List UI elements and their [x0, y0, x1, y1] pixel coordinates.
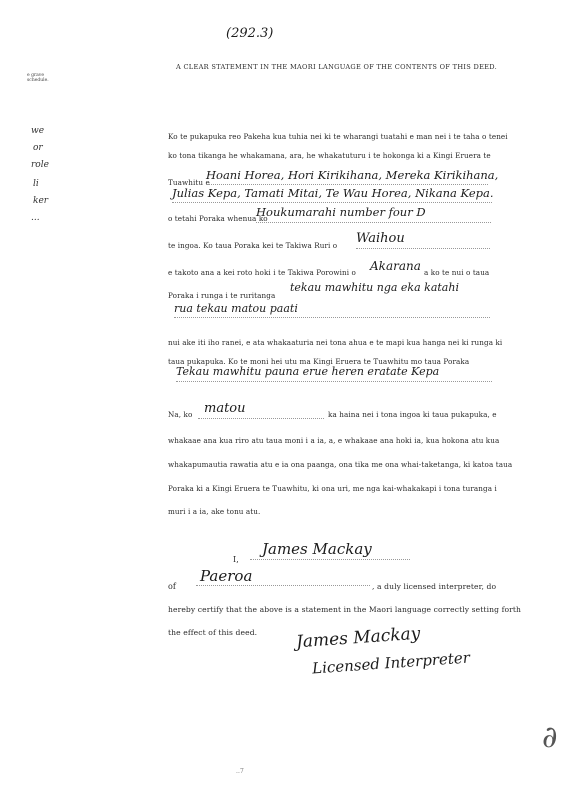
certificate-line-1-suffix: , a duly licensed interpreter, do	[372, 582, 497, 591]
page-reference: (292.3)	[226, 26, 274, 41]
margin-note-3: role	[31, 160, 49, 170]
block-name: Houkumarahi number four D	[256, 205, 426, 219]
fill-line	[256, 222, 491, 223]
body-line-10: nui ake iti iho ranei, e ata whakaaturia nei tona ahua e te mapi kua hanga nei ki runga ki	[168, 338, 503, 347]
grantor-names-1: Hoani Horea, Hori Kirikihana, Mereka Kirikihana,	[206, 168, 499, 182]
interpreter-signature-title: Licensed Interpreter	[311, 648, 471, 678]
body-line-7-prefix: e takoto ana a kei roto hoki i te Takiwa Porowini o	[168, 268, 356, 277]
margin-note-1: we	[31, 126, 45, 136]
body-line-5-prefix: o tetahi Poraka whenua ko	[168, 214, 268, 223]
certificate-line-3: the effect of this deed.	[168, 628, 258, 637]
certificate-i-label: I,	[233, 555, 239, 564]
body-line-3-prefix: Tuawhitu e	[168, 178, 210, 187]
body-line-11: taua pukapuka. Ko te moni hei utu ma Kingi Eruera te Tuawhitu mo taua Poraka	[168, 357, 470, 366]
certificate-line-2: hereby certify that the above is a statement in the Maori language correctly setting forth	[168, 605, 522, 614]
survey-district: Waihou	[356, 231, 405, 246]
fill-line	[206, 184, 488, 185]
body-line-14: whakaae ana kua riro atu taua moni i a ia, a, e whakaae ana hoki ia, kua hokona atu kua	[168, 436, 500, 445]
margin-note-5: ker	[33, 196, 49, 206]
fill-line	[174, 317, 490, 318]
certificate-of-label: of	[168, 582, 176, 591]
interpreter-signature: James Mackay	[295, 623, 421, 653]
signatory: matou	[204, 401, 246, 416]
fill-line	[356, 248, 490, 249]
body-line-1: Ko te pukapuka reo Pakeha kua tuhia nei ki te wharangi tuatahi e man nei i te taha o tenei	[168, 132, 508, 141]
margin-note-2: or	[33, 143, 43, 153]
body-line-16: Poraka ki a Kingi Eruera te Tuawhitu, ki ona uri, me nga kai-whakakapi i tona turanga i	[168, 484, 497, 493]
margin-stamp: e grave schedule.	[27, 73, 49, 83]
body-line-13-prefix: Na, ko	[168, 410, 193, 419]
interpreter-name: James Mackay	[262, 540, 372, 558]
fill-line	[250, 559, 410, 560]
fill-line	[176, 381, 492, 382]
body-line-17: muri i a ia, ake tonu atu.	[168, 507, 261, 516]
fill-line	[198, 418, 324, 419]
area-acres: tekau mawhitu nga eka katahi	[290, 281, 459, 294]
page-mark: ..7	[236, 768, 244, 775]
body-line-6-prefix: te ingoa. Ko taua Poraka kei te Takiwa Ruri o	[168, 241, 338, 250]
margin-mark: ∂	[542, 720, 558, 755]
purchase-price: Tekau mawhitu pauna erue heren eratate Kepa	[176, 365, 440, 378]
fill-line	[196, 585, 370, 586]
grantor-names-2: Julias Kepa, Tamati Mitai, Te Wau Horea, Nikana Kepa.	[172, 186, 494, 200]
fill-line	[172, 202, 492, 203]
margin-note-4: li	[33, 179, 39, 189]
body-line-15: whakapumautia rawatia atu e ia ona paanga, ona tika me ona whai-taketanga, ki katoa taua	[168, 460, 513, 469]
provincial-district: Akarana	[370, 259, 421, 273]
body-line-8-prefix: Poraka i runga i te ruritanga	[168, 291, 276, 300]
body-line-2: ko tona tikanga he whakamana, ara, he whakatuturu i te hokonga ki a Kingi Eruera te	[168, 151, 491, 160]
page-title: A CLEAR STATEMENT IN THE MAORI LANGUAGE OF THE CONTENTS OF THIS DEED.	[176, 63, 498, 71]
interpreter-place: Paeroa	[200, 567, 253, 585]
area-perches: rua tekau matou paati	[174, 302, 298, 315]
margin-note-6: ...	[31, 213, 40, 223]
body-line-7-suffix: a ko te nui o taua	[424, 268, 490, 277]
body-line-13-suffix: ka haina nei i tona ingoa ki taua pukapuka, e	[328, 410, 497, 419]
